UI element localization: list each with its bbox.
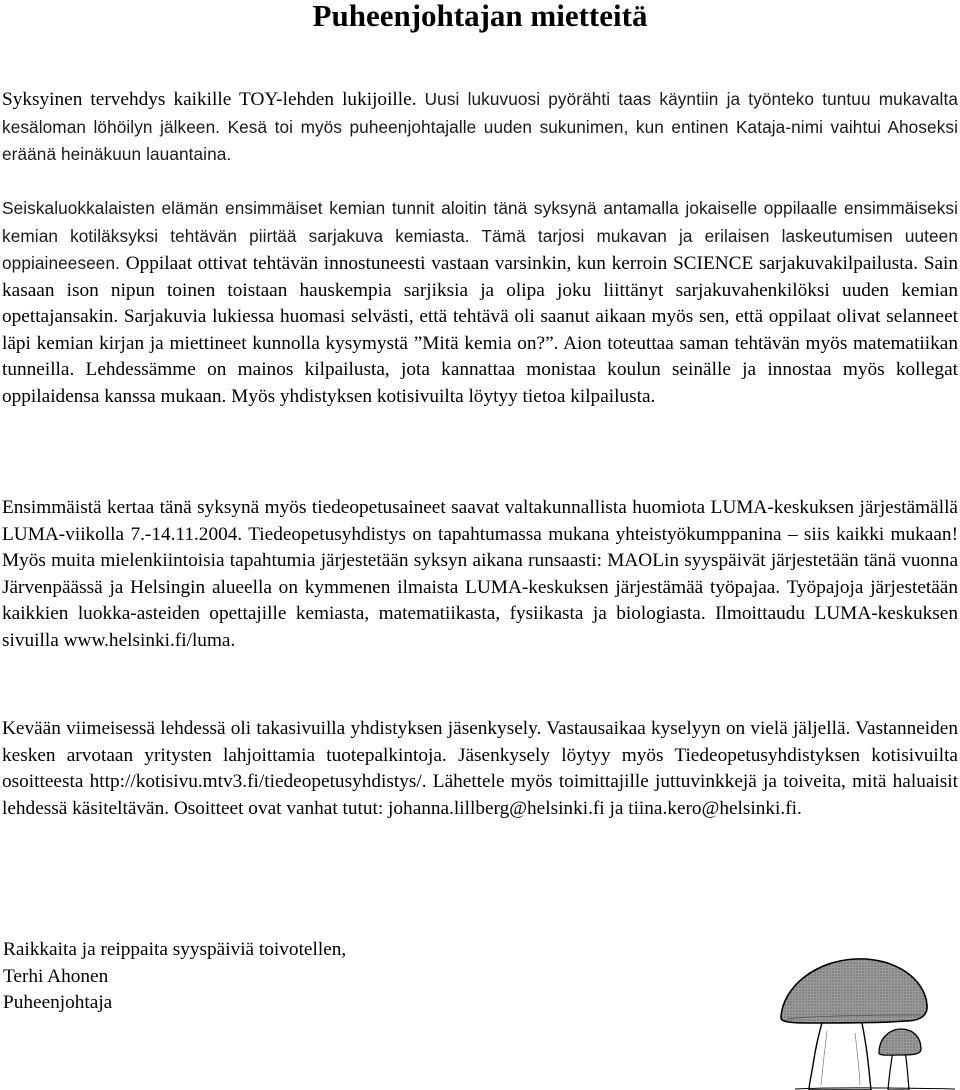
paragraph-text-segment: Syksyinen tervehdys kaikille TOY-lehden lukijoille. — [2, 89, 417, 110]
author-name: Terhi Ahonen — [3, 965, 109, 987]
paragraph-text-segment: Oppilaat ottivat tehtävän innostuneesti vastaan varsinkin, kun kerroin SCIENCE sarjakuvakilpailusta. Sain kasaan ison nipun toinen toistaan hauskempia sarjiksia ja olipa joku liittänyt sarjakuvahenkilöksi uuden kemian opettajansakin. Sarjakuvia lukiessa huomasi selvästi, että tehtävä oli saanut aikaan myös sen, että oppilaat olivat selanneet läpi kemian kirjan ja miettineet kunnolla kysymystä ”Mitä kemia on?”. Aion toteuttaa saman tehtävän myös matematiikan tunneilla. Lehdessämme on mainos kilpailusta, jota kannattaa monistaa koulun seinälle ja innostaa myös kollegat oppilaidensa kanssa mukaan. Myös yhdistyksen kotisivuilta löytyy tietoa kilpailusta. — [2, 253, 958, 407]
signature-block — [3, 937, 346, 1017]
paragraph-member-survey — [2, 716, 958, 822]
paragraph-text-segment: Tämä tarjosi mukavan ja erilaisen laskeutumisen uuteen oppiaineeseen. — [2, 225, 958, 273]
paragraph-text-segment: Ensimmäistä kertaa tänä syksynä myös tiedeopetusaineet saavat valtakunnallista huomiota LUMA-keskuksen järjestämällä LUMA-viikolla 7.-14.11.2004. Tiedeopetusyhdistys on tapahtumassa mukana yhteistyökumppanina – siis kaikki mukaan! Myös muita mielenkiintoisia tapahtumia järjestetään syksyn aikana runsaasti: MAOLin syyspäivät järjestetään tänä vuonna Järvenpäässä ja Helsingin alueella on kymmenen ilmaista LUMA-keskuksen järjestämää työpajaa. Työpajoja järjestetään kaikkien luokka-asteiden opettajille kemiasta, matematiikasta, fysiikasta ja biologiasta. Ilmoittaudu LUMA-keskuksen sivuilla www.helsinki.fi/luma. — [2, 497, 958, 651]
mushroom-icon — [775, 953, 960, 1090]
paragraph-text-segment: Seiskaluokkalaisten elämän ensimmäiset kemian tunnit aloitin tänä syksynä antamalla jokaiselle oppilaalle ensimmäiseksi kemian kotiläksyksi tehtävän piirtää sarjakuva kemiasta. — [2, 198, 958, 246]
page-title: Puheenjohtajan mietteitä — [312, 0, 648, 33]
paragraph-chemistry-comics — [2, 195, 958, 410]
paragraph-greeting — [2, 86, 958, 169]
paragraph-text-segment: Kesä toi myös puheenjohtajalle uuden sukunimen, kun entinen Kataja-nimi vaihtui Ahoseksi eräänä heinäkuun lauantaina. — [2, 116, 958, 164]
paragraph-luma-week — [2, 495, 958, 654]
closing-greeting: Raikkaita ja reippaita syyspäiviä toivotellen, — [3, 939, 347, 960]
paragraph-text-segment: Kevään viimeisessä lehdessä oli takasivuilla yhdistyksen jäsenkysely. Vastausaikaa kyselyyn on vielä jäljellä. Vastanneiden kesken arvotaan yritysten lahjoittamia tuotepalkintoja. Jäsenkysely löytyy myös Tiedeopetusyhdistyksen kotisivuilta osoitteesta http://kotisivu.mtv3.fi/tiedeopetusyhdistys/. Lähettele myös toimittajille juttuvinkkejä ja toiveita, mitä haluaisit lehdessä käsiteltävän. Osoitteet ovat vanhat tutut: johanna.lillberg@helsinki.fi ja tiina.kero@helsinki.fi. — [2, 718, 958, 819]
paragraph-text-segment: Uusi lukuvuosi pyörähti taas käyntiin ja työnteko tuntuu mukavalta kesäloman löhöilyn jälkeen. — [2, 89, 958, 137]
author-role: Puheenjohtaja — [3, 992, 113, 1013]
